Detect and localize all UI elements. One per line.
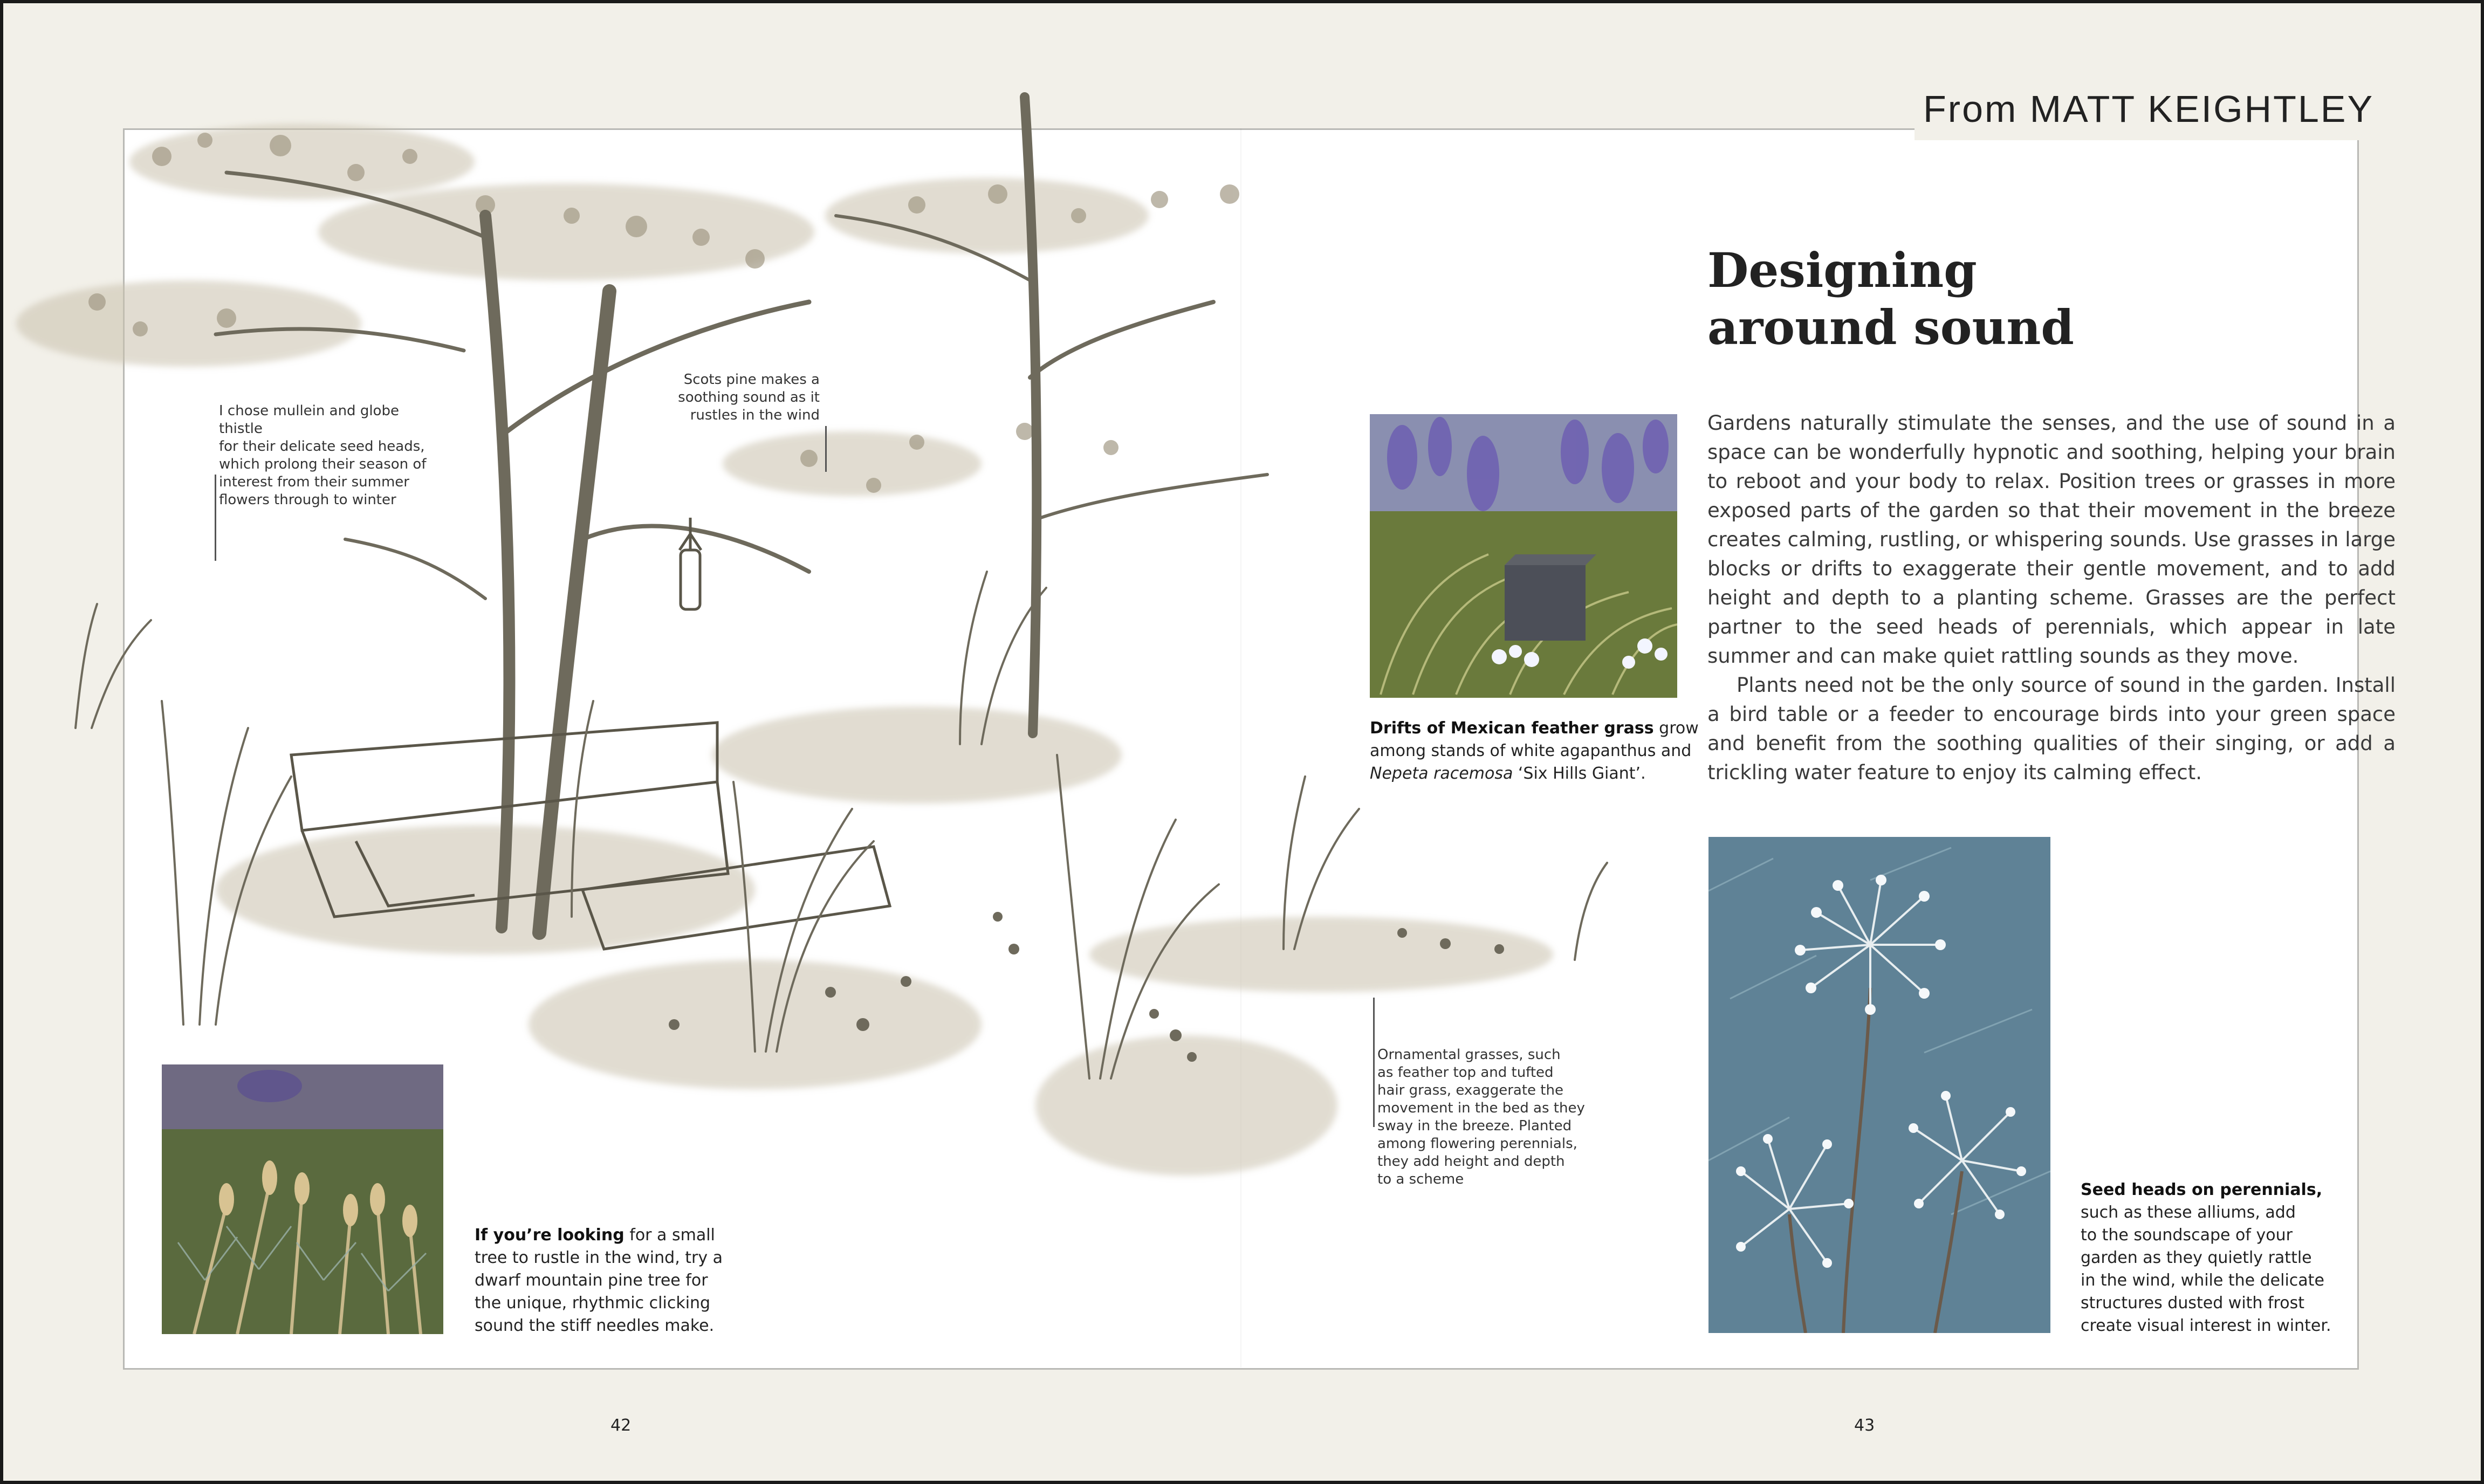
page-number-right: 43 <box>1854 1416 1875 1435</box>
annotation-grasses: Ornamental grasses, such as feather top and tufted hair grass, exaggerate the movement in the bed as they sway in the breeze. Planted among flowering perennials, they add height and depth to a scheme <box>1377 1047 1585 1187</box>
photo-frosted-alliums <box>1708 837 2050 1333</box>
caption-mountain-pine: If you’re looking for a small tree to rustle in the wind, try a dwarf mountain pine tree for the unique, rhythmic clicking sound the stiff needles make. <box>475 1226 723 1335</box>
paragraph-2: Plants need not be the only source of sound in the garden. Install a bird table or a feeder to encourage birds into your green space and benefit from the soothing qualities of their singing, or add a trickling water feature to enjoy its calming effect. <box>1707 674 2396 784</box>
caption-feather-grass: Drifts of Mexican feather grass grow among stands of white agapanthus and Nepeta racemosa ‘Six Hills Giant’. <box>1370 719 1699 783</box>
annotation-mullein: I chose mullein and globe thistle for their delicate seed heads, which prolong their season of interest from their summer flowers through to winter <box>219 403 427 508</box>
photo-feather-grass <box>1370 414 1677 698</box>
paragraph-1: Gardens naturally stimulate the senses, and the use of sound in a space can be wonderfully hypnotic and soothing, helping your brain to reboot and your body to relax. Position trees or grasses in more exposed parts of the garden so that their movement in the breeze creates calming, rustling, or whispering sounds. Use grasses in large blocks or drifts to exaggerate their gentle movement, and to add height and depth to a planting scheme. Grasses are the perfect partner to the seed heads of perennials, which appear in late summer and can make quiet rattling sounds as they move. <box>1707 411 2396 668</box>
leader-line-mullein <box>215 475 216 561</box>
annotation-pine: Scots pine makes a soothing sound as it rustles in the wind <box>678 372 820 423</box>
caption-alliums: Seed heads on perennials, such as these alliums, add to the soundscape of your garden as they quietly rattle in the wind, while the delicate structures dusted with frost create visual interest in winter. <box>2081 1180 2331 1335</box>
leader-line-pine <box>825 426 827 472</box>
page-number-left: 42 <box>610 1416 632 1435</box>
article-title: Designing around sound <box>1707 242 2074 355</box>
author-heading: From MATT KEIGHTLEY <box>1923 88 2375 130</box>
photo-mountain-pine <box>162 1064 443 1334</box>
article-body <box>1707 409 2396 787</box>
leader-line-grasses <box>1373 998 1375 1127</box>
